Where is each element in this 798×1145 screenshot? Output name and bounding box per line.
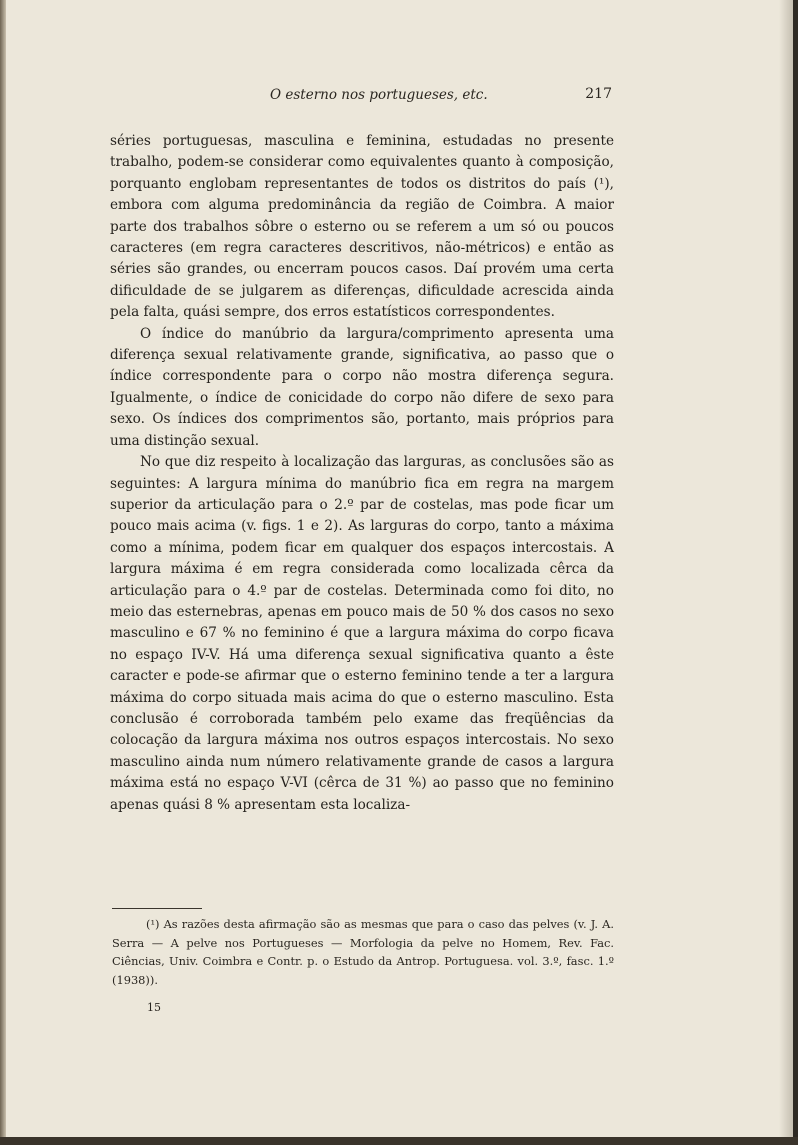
paragraph-3: No que diz respeito à localização das larguras, as conclusões são as seguintes: A largura mínima do manúbrio fica em regra na margem superior da articulação para o 2.º par de costelas, mas pode ficar um pouco mais acima (v. figs. 1 e 2). As larguras do corpo, tanto a máxima como a mínima, podem ficar em qualquer dos espaços intercostais. A largura máxima é em regra considerada como localizada cêrca da articulação para o 4.º par de costelas. Determinada como foi dito, no meio das esternebras, apenas em pouco mais de 50 % dos casos no sexo masculino e 67 % no feminino é que a largura máxima do corpo ficava no espaço IV-V. Há uma diferença sexual significativa quanto a êste caracter e pode-se afirmar que o esterno feminino tende a ter a largura máxima do corpo situada mais acima do que o esterno masculino. Esta conclusão é corroborada também pelo exame das freqüências da colocação da largura máxima nos outros espaços intercostais. No sexo masculino ainda num número relativamente grande de casos a largura máxima está no espaço V-VI (cêrca de 31 %) ao passo que no feminino apenas quási 8 % apresentam esta localiza- xyxy=(110,454,614,813)
footnote: (¹) As razões desta afirmação são as mesmas que para o caso das pelves (v. J. A. Serra — A pelve nos Portugueses — Morfologia da pelve no Homem, Rev. Fac. Ciências, Univ. Coimbra e Contr. p. o Estudo da Antrop. Portuguesa. vol. 3.º, fasc. 1.º (1938)). xyxy=(112,917,614,987)
footnote-rule xyxy=(112,908,202,909)
signature-mark: 15 xyxy=(147,1001,161,1014)
page-number: 217 xyxy=(585,86,612,102)
body-text xyxy=(110,131,614,816)
running-title: O esterno nos portugueses, etc. xyxy=(270,87,488,103)
paragraph-2: O índice do manúbrio da largura/comprimento apresenta uma diferença sexual relativamente grande, significativa, ao passo que o índice correspondente para o corpo não mostra diferença segura. Igualmente, o índice de conicidade do corpo não difere de sexo para sexo. Os índices dos comprimentos são, portanto, mais próprios para uma distinção sexual. xyxy=(110,325,614,449)
paragraph-1: séries portuguesas, masculina e feminina, estudadas no presente trabalho, podem-se considerar como equivalentes quanto à composição, porquanto englobam representantes de todos os distritos do país (¹), embora com alguma predominância da região de Coimbra. A maior parte dos trabalhos sôbre o esterno ou se referem a um só ou poucos caracteres (em regra caracteres descritivos, não-métricos) e então as séries são grandes, ou encerram poucos casos. Daí provém uma certa dificuldade de se julgarem as diferenças, dificuldade acrescida ainda pela falta, quási sempre, dos erros estatísticos correspondentes. xyxy=(110,133,614,321)
page-bottom-edge xyxy=(0,1137,798,1145)
running-header xyxy=(112,84,612,106)
